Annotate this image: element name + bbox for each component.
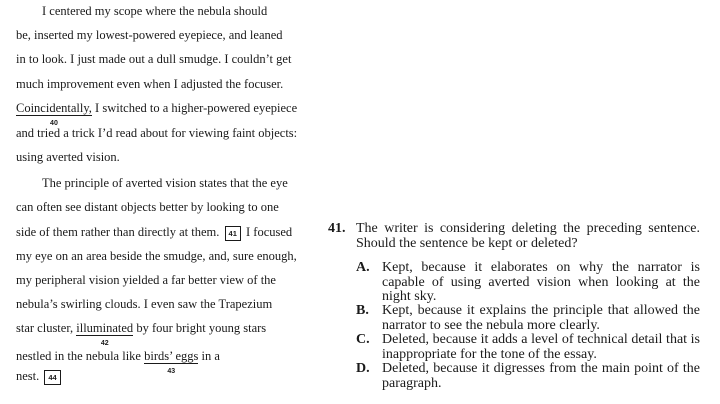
line-text: star cluster, [16,321,74,335]
passage-line: much improvement even when I adjusted the focuser. [16,77,284,91]
passage-line: my eye on an area beside the smudge, and, sure enough, [16,249,297,263]
option-letter: D. [356,361,370,376]
line-text: I switched to a higher-powered eyepiece [95,101,298,115]
line-text: side of them rather than directly at them. [16,225,220,239]
underlined-text: illuminated [76,321,134,335]
option-letter: C. [356,332,370,347]
passage-line: my peripheral vision yielded a far better view of the [16,273,276,287]
question-number: 41. [328,221,346,236]
underlined-text: Coincidentally, [16,101,92,115]
question-number-43: 43 [167,368,176,375]
option-text: Deleted, because it adds a level of technical detail that is inappropriate for the tone of the essay. [382,332,700,362]
option-letter: A. [356,260,370,275]
underlined-text: birds’ eggs [144,349,199,363]
line-text: in a [201,349,220,363]
option-letter: B. [356,303,369,318]
passage-line [16,321,267,347]
option-text: Kept, because it elaborates on why the narrator is capable of using averted vision when looking at the night sky. [382,260,700,304]
question-number-42: 42 [100,340,109,347]
question-number-40: 40 [50,120,58,127]
line-text: nest. [16,369,40,383]
passage-line: using averted vision. [16,150,120,164]
passage-line [16,225,292,241]
line-text: I focused [246,225,293,239]
passage-line [16,369,63,385]
passage-line: I centered my scope where the nebula should [42,4,268,18]
passage-line: The principle of averted vision states that the eye [42,176,288,190]
line-text: by four bright young stars [136,321,267,335]
question-stem: The writer is considering deleting the preceding sentence. Should the sentence be kept or deleted? [356,221,700,251]
underlined-phrase-42[interactable] [76,321,134,347]
passage-line: nebula’s swirling clouds. I even saw the Trapezium [16,297,273,311]
option-text: Deleted, because it digresses from the main point of the paragraph. [382,361,700,391]
question-box-44[interactable]: 44 [44,370,60,385]
option-text: Kept, because it explains the principle that allowed the narrator to see the nebula more clearly. [382,303,700,333]
passage-line: and tried a trick I’d read about for viewing faint objects: [16,126,298,140]
passage-line: can often see distant objects better by looking to one [16,200,279,214]
line-text: nestled in the nebula like [16,349,141,363]
passage-line [16,349,220,375]
passage-line [16,101,298,127]
passage-line: be, inserted my lowest-powered eyepiece, and leaned [16,28,283,42]
question-box-41[interactable]: 41 [225,226,241,241]
underlined-phrase-40[interactable] [16,101,92,127]
passage-line: in to look. I just made out a dull smudge. I couldn’t get [16,52,292,66]
underlined-phrase-43[interactable] [144,349,199,375]
